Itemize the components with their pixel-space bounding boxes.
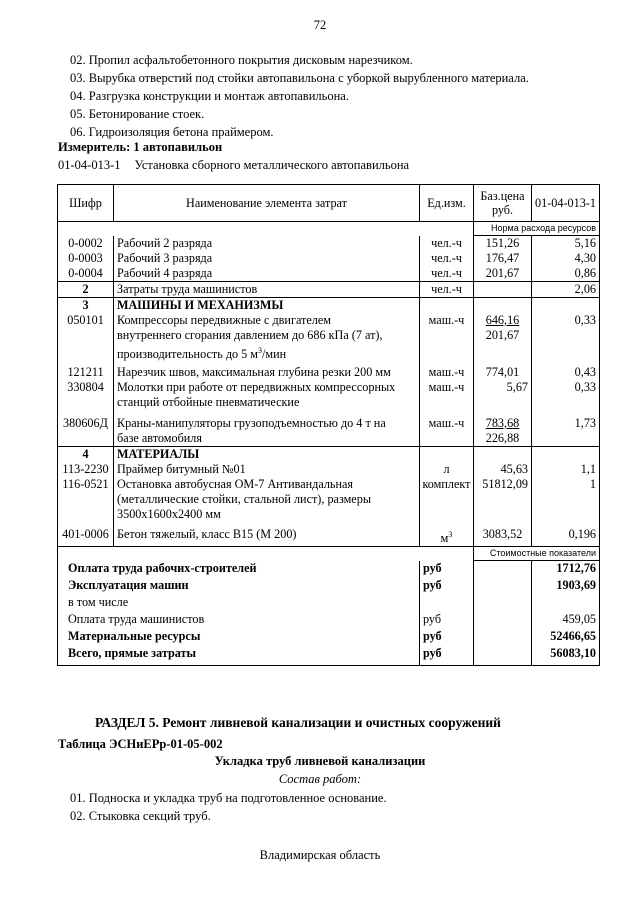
section-title: МАТЕРИАЛЫ — [114, 447, 420, 463]
cell-code: 4 — [58, 447, 114, 463]
cell-price: 151,26 — [474, 236, 532, 252]
cell-unit: маш.-ч — [420, 380, 474, 410]
cell-value: 1,1 — [532, 462, 600, 477]
name-text: производительность до 5 м — [117, 347, 259, 362]
work-step: 02. Пропил асфальтобетонного покрытия дисковым нарезчиком. — [70, 53, 413, 67]
cell-code: 116-0521 — [58, 477, 114, 522]
section-row — [58, 447, 600, 463]
cost-name: Оплата труда рабочих-строителей — [58, 561, 420, 577]
name-line: внутреннего сгорания давлением до 686 кПа (7 ат), — [117, 328, 383, 342]
cell-code: 121211 — [58, 362, 114, 380]
name-line: 3500х1600х2400 мм — [117, 507, 221, 522]
cost-name: Всего, прямые затраты — [58, 644, 420, 666]
cost-value: 459,05 — [532, 610, 600, 627]
work-step: 06. Гидроизоляция бетона праймером. — [70, 125, 274, 139]
table-row — [58, 266, 600, 282]
cell-name: Рабочий 4 разряда — [114, 266, 420, 282]
cell-name: Затраты труда машинистов — [114, 282, 420, 298]
cell-name: Нарезчик швов, максимальная глубина резки 200 мм — [114, 362, 420, 380]
cell-code: 050101 — [58, 313, 114, 362]
cell-unit: чел.-ч — [420, 236, 474, 252]
cost-row — [58, 576, 600, 593]
cell-price-salary: 201,67 — [485, 328, 520, 342]
table-row — [58, 362, 600, 380]
section-title: МАШИНЫ И МЕХАНИЗМЫ — [114, 298, 420, 314]
cost-value: 56083,10 — [532, 644, 600, 666]
cell-name — [114, 410, 420, 447]
norm-code-line — [58, 158, 409, 173]
name-text: /мин — [262, 347, 287, 362]
cell-value: 1,73 — [532, 410, 600, 447]
cost-unit: руб — [420, 627, 474, 644]
cell-name: Бетон тяжелый, класс В15 (М 200) — [114, 522, 420, 547]
superscript: 3 — [448, 530, 453, 540]
norm-label-row — [58, 222, 600, 236]
table-row — [58, 410, 600, 447]
work-step: 03. Вырубка отверстий под стойки автопавильона с уборкой вырубленного материала. — [70, 71, 529, 85]
header-price: Баз.цена руб. — [474, 185, 532, 222]
cell-name — [114, 313, 420, 362]
cell-price: 45,63 — [474, 462, 532, 477]
cell-price: 646,16 — [485, 313, 520, 327]
cell-code: 2 — [58, 282, 114, 298]
cell-unit: чел.-ч — [420, 251, 474, 266]
name-line: Краны-манипуляторы грузоподъемностью до 4 т на — [117, 416, 386, 431]
cell-unit: чел.-ч — [420, 266, 474, 282]
cost-unit: руб — [420, 576, 474, 593]
work-step: 01. Подноска и укладка труб на подготовленное основание. — [70, 791, 387, 805]
cost-name: Эксплуатация машин — [58, 576, 420, 593]
table-header-row — [58, 185, 600, 222]
cell-price: 176,47 — [474, 251, 532, 266]
name-line: Молотки при работе от передвижных компрессорных — [117, 380, 396, 395]
cell-price: 201,67 — [474, 266, 532, 282]
cell-name: Рабочий 3 разряда — [114, 251, 420, 266]
name-line — [117, 343, 416, 362]
cell-value: 1 — [532, 477, 600, 522]
cell-code: 380606Д — [58, 410, 114, 447]
cell-unit: маш.-ч — [420, 313, 474, 362]
cost-row — [58, 644, 600, 666]
cost-unit — [420, 593, 474, 610]
table-row — [58, 380, 600, 410]
cell-value: 0,43 — [532, 362, 600, 380]
name-line: Остановка автобусная ОМ-7 Антивандальная — [117, 477, 354, 492]
cell-value: 0,33 — [532, 380, 600, 410]
work-step: 04. Разгрузка конструкции и монтаж автопавильона. — [70, 89, 349, 103]
composition-label: Состав работ: — [278, 772, 362, 786]
unit-text: м — [440, 531, 449, 546]
cost-value: 1903,69 — [532, 576, 600, 593]
cell-price: 3083,52 — [474, 522, 532, 547]
header-norm: 01-04-013-1 — [532, 185, 600, 222]
cell-unit: маш.-ч — [420, 410, 474, 447]
cost-name: Материальные ресурсы — [58, 627, 420, 644]
cell-code: 0-0004 — [58, 266, 114, 282]
table-row — [58, 313, 600, 362]
cost-value — [532, 593, 600, 610]
cost-unit: руб — [420, 610, 474, 627]
norm-label: Норма расхода ресурсов — [474, 222, 600, 236]
cell-code: 330804 — [58, 380, 114, 410]
cost-unit: руб — [420, 561, 474, 577]
cell-unit: маш.-ч — [420, 362, 474, 380]
cell-code: 3 — [58, 298, 114, 314]
table-row — [58, 282, 600, 298]
cell-value: 0,33 — [532, 313, 600, 362]
page-number: 72 — [313, 18, 327, 32]
cell-price: 51812,09 — [474, 477, 532, 522]
cell-unit: чел.-ч — [420, 282, 474, 298]
work-subtitle: Укладка труб ливневой канализации — [214, 754, 426, 768]
cell-name — [114, 380, 420, 410]
work-step: 05. Бетонирование стоек. — [70, 107, 205, 121]
name-line: станций отбойные пневматические — [117, 395, 300, 410]
cost-unit: руб — [420, 644, 474, 666]
cell-value: 0,196 — [532, 522, 600, 547]
table-row — [58, 522, 600, 547]
cell-unit: комплект — [420, 477, 474, 522]
cell-name: Рабочий 2 разряда — [114, 236, 420, 252]
table-row — [58, 477, 600, 522]
table-row — [58, 251, 600, 266]
table-code: Таблица ЭСНиЕРр-01-05-002 — [58, 737, 223, 751]
cell-value: 0,86 — [532, 266, 600, 282]
table-row — [58, 462, 600, 477]
name-line: Компрессоры передвижные с двигателем — [117, 313, 331, 327]
cell-unit: л — [420, 462, 474, 477]
cell-name: Праймер битумный №01 — [114, 462, 420, 477]
cost-value: 52466,65 — [532, 627, 600, 644]
cost-row — [58, 627, 600, 644]
work-step: 02. Стыковка секций труб. — [70, 809, 211, 823]
page-footer: Владимирская область — [259, 848, 381, 862]
cell-price: 783,68 — [485, 416, 520, 431]
cell-price: 5,67 — [474, 380, 532, 410]
cost-label: Стоимостные показатели — [474, 547, 600, 561]
name-line: базе автомобиля — [117, 431, 202, 446]
cost-row — [58, 561, 600, 577]
cost-row — [58, 610, 600, 627]
norm-title: Установка сборного металлического автопавильона — [134, 158, 410, 172]
section-row — [58, 298, 600, 314]
header-unit: Ед.изм. — [420, 185, 474, 222]
table-row — [58, 236, 600, 252]
cell-price-salary: 226,88 — [485, 431, 520, 446]
cell-code: 113-2230 — [58, 462, 114, 477]
cell-code: 401-0006 — [58, 522, 114, 547]
cell-value: 4,30 — [532, 251, 600, 266]
cell-price: 774,01 — [474, 362, 532, 380]
cost-name: Оплата труда машинистов — [58, 610, 420, 627]
superscript: 3 — [258, 346, 263, 355]
resource-table — [57, 184, 600, 666]
cell-code: 0-0003 — [58, 251, 114, 266]
section-heading: РАЗДЕЛ 5. Ремонт ливневой канализации и очистных сооружений — [95, 715, 501, 730]
header-code: Шифр — [58, 185, 114, 222]
norm-code: 01-04-013-1 — [58, 158, 121, 172]
cell-value: 2,06 — [532, 282, 600, 298]
cost-value: 1712,76 — [532, 561, 600, 577]
cell-code: 0-0002 — [58, 236, 114, 252]
cost-name: в том числе — [58, 593, 420, 610]
cell-unit — [420, 522, 474, 547]
header-name: Наименование элемента затрат — [114, 185, 420, 222]
cell-value: 5,16 — [532, 236, 600, 252]
cell-name — [114, 477, 420, 522]
cost-row — [58, 593, 600, 610]
cost-label-row — [58, 547, 600, 561]
name-line: (металлические стойки, стальной лист), размеры — [117, 492, 372, 507]
measurer: Измеритель: 1 автопавильон — [58, 140, 223, 154]
